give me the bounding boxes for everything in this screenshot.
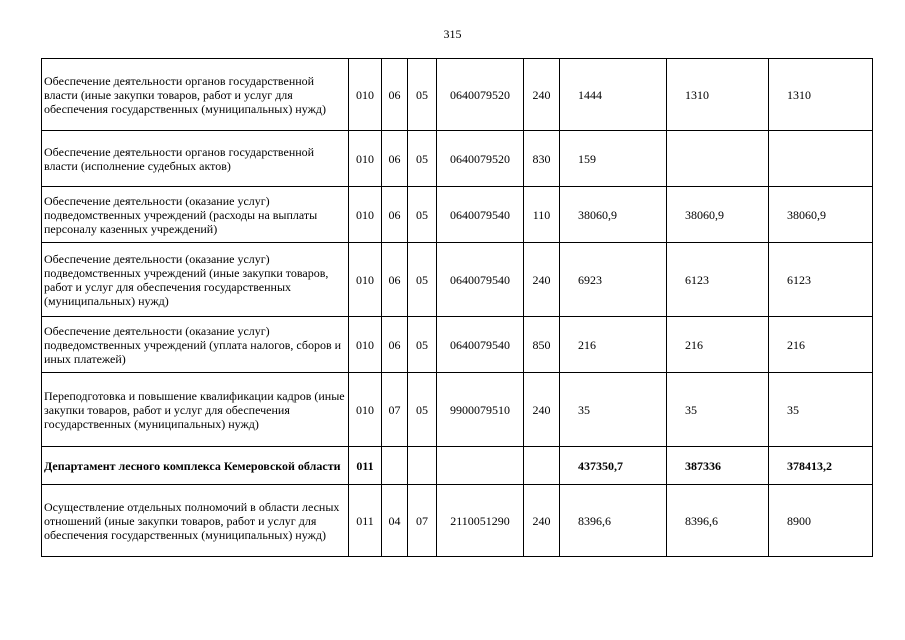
expense-type-code: 240 (524, 373, 560, 447)
table-row (42, 373, 873, 447)
page-number: 315 (443, 27, 462, 41)
table-row (42, 59, 873, 131)
section-code (382, 447, 408, 485)
ministry-code: 010 (349, 243, 382, 317)
target-article-code (437, 447, 524, 485)
row-name: Обеспечение деятельности (оказание услуг) подведомственных учреждений (уплата налогов, сборов и иных платежей) (42, 317, 349, 373)
budget-table (41, 58, 873, 557)
table-row (42, 447, 873, 485)
expense-type-code (524, 447, 560, 485)
table-row (42, 485, 873, 557)
section-code: 06 (382, 243, 408, 317)
table-row (42, 243, 873, 317)
subsection-code: 05 (408, 187, 437, 243)
expense-type-code: 240 (524, 243, 560, 317)
subsection-code: 07 (408, 485, 437, 557)
amount-year-2: 35 (667, 373, 769, 447)
expense-type-code: 240 (524, 59, 560, 131)
section-code: 06 (382, 317, 408, 373)
amount-year-1: 437350,7 (560, 447, 667, 485)
ministry-code: 010 (349, 131, 382, 187)
table-row (42, 187, 873, 243)
subsection-code: 05 (408, 59, 437, 131)
row-name: Департамент лесного комплекса Кемеровской области (42, 447, 349, 485)
ministry-code: 010 (349, 317, 382, 373)
section-code: 06 (382, 59, 408, 131)
row-name: Обеспечение деятельности органов государственной власти (иные закупки товаров, работ и услуг для обеспечения государственных (муниципальных) нужд) (42, 59, 349, 131)
target-article-code: 0640079520 (437, 131, 524, 187)
subsection-code: 05 (408, 243, 437, 317)
section-code: 07 (382, 373, 408, 447)
expense-type-code: 830 (524, 131, 560, 187)
row-name: Обеспечение деятельности (оказание услуг) подведомственных учреждений (иные закупки товаров, работ и услуг для обеспечения государственных (муниципальных) нужд) (42, 243, 349, 317)
ministry-code: 010 (349, 59, 382, 131)
amount-year-3: 35 (769, 373, 873, 447)
amount-year-3: 8900 (769, 485, 873, 557)
amount-year-1: 38060,9 (560, 187, 667, 243)
ministry-code: 011 (349, 485, 382, 557)
amount-year-1: 35 (560, 373, 667, 447)
amount-year-3 (769, 131, 873, 187)
amount-year-1: 159 (560, 131, 667, 187)
subsection-code: 05 (408, 373, 437, 447)
subsection-code: 05 (408, 131, 437, 187)
table-body (42, 59, 873, 557)
amount-year-3: 1310 (769, 59, 873, 131)
target-article-code: 2110051290 (437, 485, 524, 557)
table-row (42, 317, 873, 373)
amount-year-2: 38060,9 (667, 187, 769, 243)
row-name: Осуществление отдельных полномочий в области лесных отношений (иные закупки товаров, работ и услуг для обеспечения государственных (муниципальных) нужд) (42, 485, 349, 557)
expense-type-code: 850 (524, 317, 560, 373)
ministry-code: 010 (349, 373, 382, 447)
subsection-code (408, 447, 437, 485)
amount-year-3: 216 (769, 317, 873, 373)
amount-year-1: 1444 (560, 59, 667, 131)
target-article-code: 0640079540 (437, 317, 524, 373)
amount-year-2 (667, 131, 769, 187)
amount-year-1: 216 (560, 317, 667, 373)
amount-year-3: 378413,2 (769, 447, 873, 485)
amount-year-2: 8396,6 (667, 485, 769, 557)
row-name: Обеспечение деятельности органов государственной власти (исполнение судебных актов) (42, 131, 349, 187)
amount-year-3: 6123 (769, 243, 873, 317)
row-name: Обеспечение деятельности (оказание услуг) подведомственных учреждений (расходы на выплаты персоналу казенных учреждений) (42, 187, 349, 243)
target-article-code: 0640079540 (437, 187, 524, 243)
ministry-code: 011 (349, 447, 382, 485)
amount-year-1: 8396,6 (560, 485, 667, 557)
amount-year-3: 38060,9 (769, 187, 873, 243)
target-article-code: 9900079510 (437, 373, 524, 447)
target-article-code: 0640079520 (437, 59, 524, 131)
table-row (42, 131, 873, 187)
row-name: Переподготовка и повышение квалификации кадров (иные закупки товаров, работ и услуг для обеспечения государственных (муниципальных) нужд) (42, 373, 349, 447)
section-code: 06 (382, 187, 408, 243)
amount-year-2: 216 (667, 317, 769, 373)
section-code: 06 (382, 131, 408, 187)
expense-type-code: 240 (524, 485, 560, 557)
section-code: 04 (382, 485, 408, 557)
target-article-code: 0640079540 (437, 243, 524, 317)
ministry-code: 010 (349, 187, 382, 243)
expense-type-code: 110 (524, 187, 560, 243)
amount-year-2: 387336 (667, 447, 769, 485)
amount-year-2: 6123 (667, 243, 769, 317)
amount-year-2: 1310 (667, 59, 769, 131)
subsection-code: 05 (408, 317, 437, 373)
amount-year-1: 6923 (560, 243, 667, 317)
